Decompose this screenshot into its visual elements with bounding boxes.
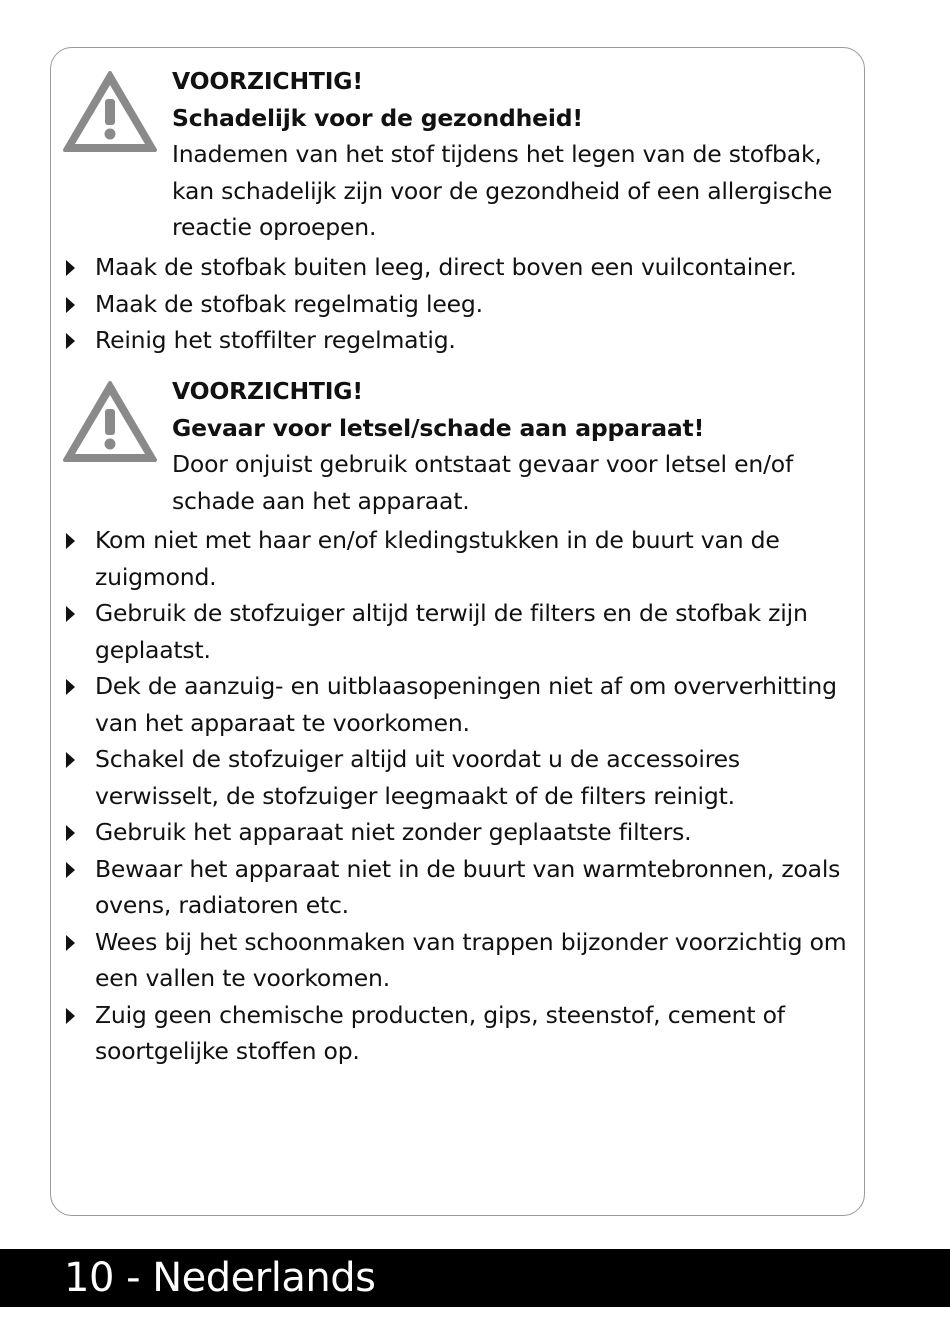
warning-title: VOORZICHTIG! — [172, 67, 363, 95]
bullet-arrow-icon — [66, 935, 75, 951]
list-item: Gebruik het apparaat niet zonder geplaatste filters. — [0, 814, 950, 851]
warning-text: Inademen van het stof tijdens het legen van de stofbak, kan schadelijk zijn voor de gezondheid of een allergische reactie oproepen. — [172, 140, 833, 241]
instruction-list-safety — [0, 522, 950, 1070]
list-item: Gebruik de stofzuiger altijd terwijl de filters en de stofbak zijn geplaatst. — [0, 595, 950, 668]
list-item: Schakel de stofzuiger altijd uit voordat u de accessoires verwisselt, de stofzuiger leegmaakt of de filters reinigt. — [0, 741, 950, 814]
warning-triangle-icon — [62, 69, 158, 155]
page-footer — [0, 1249, 950, 1307]
bullet-arrow-icon — [66, 297, 75, 313]
page-number-label: 10 - Nederlands — [64, 1255, 376, 1301]
list-item: Reinig het stoffilter regelmatig. — [0, 322, 950, 359]
list-item: Bewaar het apparaat niet in de buurt van warmtebronnen, zoals ovens, radiatoren etc. — [0, 851, 950, 924]
warning-title: VOORZICHTIG! — [172, 377, 363, 405]
list-item: Wees bij het schoonmaken van trappen bijzonder voorzichtig om een vallen te voorkomen. — [0, 924, 950, 997]
bullet-arrow-icon — [66, 606, 75, 622]
bullet-arrow-icon — [66, 533, 75, 549]
warning-subtitle: Schadelijk voor de gezondheid! — [172, 103, 583, 132]
bullet-arrow-icon — [66, 333, 75, 349]
bullet-arrow-icon — [66, 825, 75, 841]
list-item: Maak de stofbak buiten leeg, direct boven een vuilcontainer. — [0, 249, 950, 286]
warning-subtitle: Gevaar voor letsel/schade aan apparaat! — [172, 413, 705, 442]
warning-text: Door onjuist gebruik ontstaat gevaar voor letsel en/of schade aan het apparaat. — [172, 450, 794, 515]
list-item: Maak de stofbak regelmatig leeg. — [0, 286, 950, 323]
bullet-arrow-icon — [66, 862, 75, 878]
bullet-arrow-icon — [66, 1008, 75, 1024]
bullet-arrow-icon — [66, 679, 75, 695]
list-item: Kom niet met haar en/of kledingstukken in de buurt van de zuigmond. — [0, 522, 950, 595]
list-item: Zuig geen chemische producten, gips, steenstof, cement of soortgelijke stoffen op. — [0, 997, 950, 1070]
instruction-list-dust — [0, 249, 950, 359]
bullet-arrow-icon — [66, 260, 75, 276]
list-item: Dek de aanzuig- en uitblaasopeningen niet af om oververhitting van het apparaat te voorkomen. — [0, 668, 950, 741]
bullet-arrow-icon — [66, 752, 75, 768]
warning-triangle-icon — [62, 379, 158, 465]
